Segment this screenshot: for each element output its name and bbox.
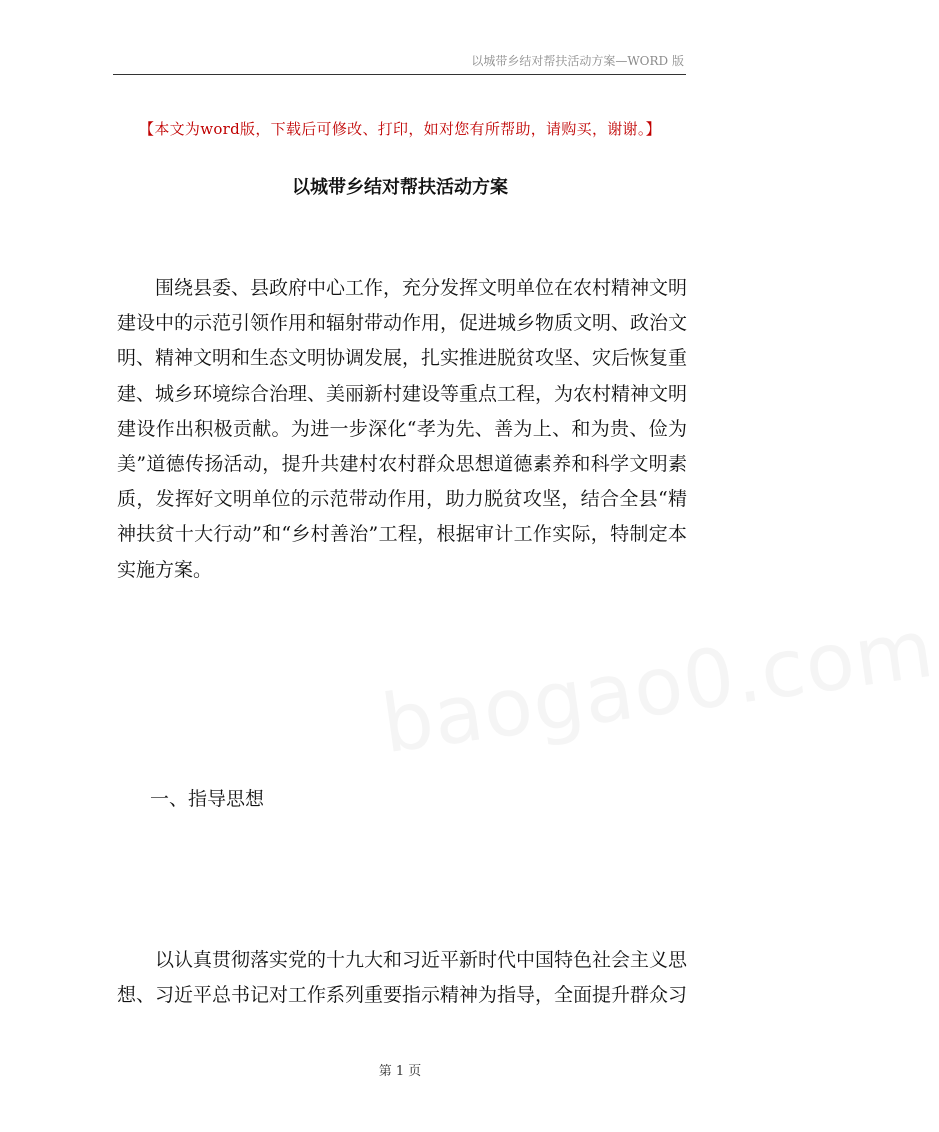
body-paragraph-intro: 围绕县委、县政府中心工作，充分发挥文明单位在农村精神文明建设中的示范引领作用和辐射带动作用，促进城乡物质文明、政治文明、精神文明和生态文明协调发展，扎实推进脱贫攻坚、灾后恢复重建、城乡环境综合治理、美丽新村建设等重点工程，为农村精神文明建设作出积极贡献。为进一步深化“孝为先、善为上、和为贵、俭为美”道德传扬活动，提升共建村农村群众思想道德素养和科学文明素质，发挥好文明单位的示范带动作用，助力脱贫攻坚，结合全县“精神扶贫十大行动”和“乡村善治”工程，根据审计工作实际，特制定本实施方案。 — [117, 277, 688, 581]
site-watermark: baogao0.com — [376, 601, 939, 772]
document-title: 以城带乡结对帮扶活动方案 — [292, 177, 508, 198]
body-paragraph-guiding-ideology: 以认真贯彻落实党的十九大和习近平新时代中国特色社会主义思想、习近平总书记对工作系列重要指示精神为指导，全面提升群众习 — [117, 949, 688, 1007]
download-notice: 【本文为word版，下载后可修改、打印，如对您有所帮助，请购买，谢谢。】 — [139, 120, 661, 138]
page-number: 第 1 页 — [378, 1064, 422, 1079]
section-heading-guiding-ideology: 一、指导思想 — [150, 788, 265, 810]
running-header-title: 以城带乡结对帮扶活动方案—WORD 版 — [471, 54, 684, 68]
header-divider — [113, 74, 686, 75]
